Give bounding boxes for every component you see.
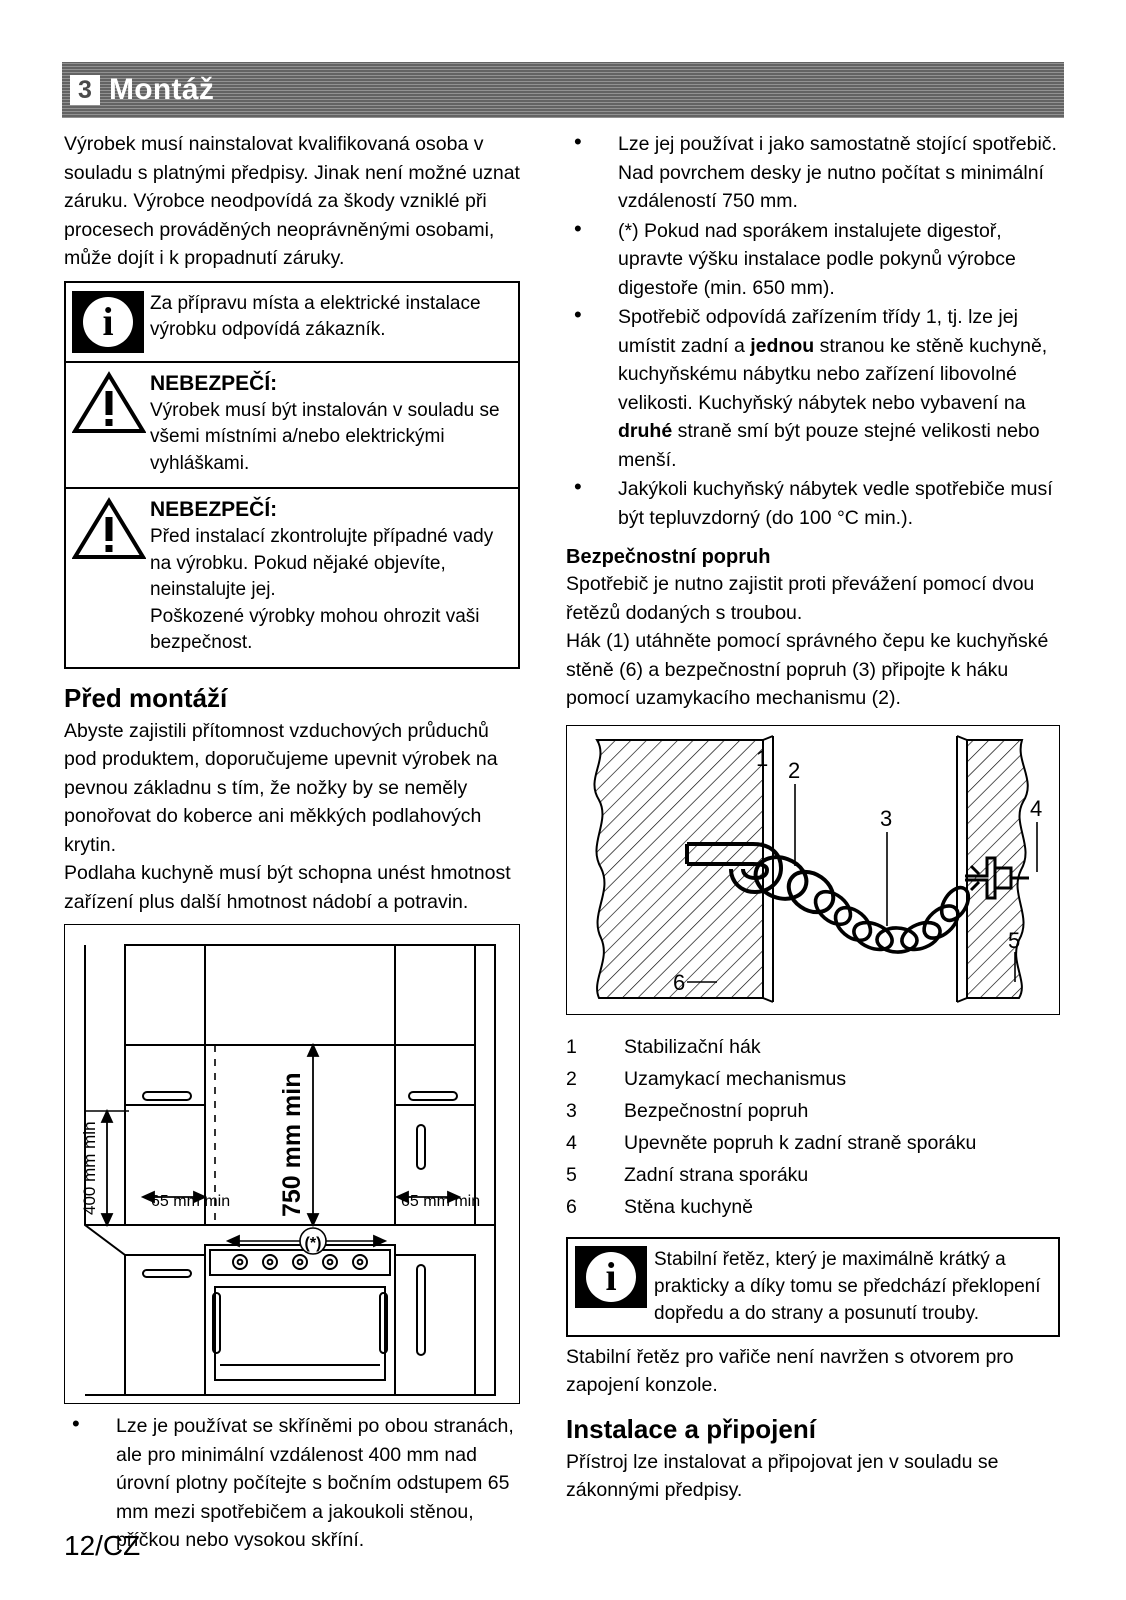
legend-text: Uzamykací mechanismus [624,1067,847,1090]
notice-box-group [64,281,520,669]
legend-text: Zadní strana sporáku [624,1163,809,1186]
info-note-right-text: Stabilní řetěz, který je maximálně krátký a prakticky a díky tomu se předchází překlopení dopředu a do strany a posunutí trouby. [654,1248,1041,1324]
callout-3: 3 [880,805,893,831]
legend-text: Stabilizační hák [624,1035,761,1058]
chapter-title: Montáž [109,73,215,106]
danger-note-1-text: Výrobek musí být instalován v souladu se všemi místními a/nebo elektrickými vyhláškami. [150,399,500,474]
legend-row [566,1031,1064,1063]
label-750mm: 750 mm min [278,1072,306,1217]
bullet3-part2: stranou ke stěně kuchyně, kuchyňskému nábytku nebo zařízení libovolné velikosti. Kuchyňský nábytek nebo vybavení na [618,334,1048,414]
instalace-paragraph: Přístroj lze instalovat a připojovat jen v souladu se zákonnými předpisy. [566,1450,999,1501]
intro-paragraph: Výrobek musí nainstalovat kvalifikovaná osoba v souladu s platnými předpisy. Jinak není možné uznat záruku. Výrobce neodpovídá za škody vzniklé při procesech prováděných neoprávněnými osobami, může dojít i k propadnutí záruky. [64,133,520,269]
callout-2: 2 [788,757,801,783]
danger-note-2 [66,489,518,667]
warning-triangle-icon [72,371,146,435]
icon-cell [66,363,150,488]
section-title-pred-montazi: Před montáží [64,682,228,713]
bullet3-bold1: jednou [750,334,815,357]
list-item: • Jakýkoli kuchyňský nábytek vedle spotřebiče musí být tepluvzdorný (do 100 °C min.). [566,475,1064,532]
subsection-title-bezpecnostni-popruh: Bezpečnostní popruh [566,546,771,568]
popruh-paragraph-1: Spotřebič je nutno zajistit proti převážení pomocí dvou řetězů dodaných s troubou. [566,573,1035,624]
list-item: • Lze jej používat i jako samostatně stojící spotřebič. Nad povrchem desky je nutno počítat s minimální vzdáleností 750 mm. [566,130,1064,216]
legend-text: Upevněte popruh k zadní straně sporáku [624,1131,977,1154]
danger-note-1 [66,363,518,490]
danger-label: NEBEZPEČÍ: [150,371,278,395]
legend-number: 4 [566,1131,577,1154]
kitchen-clearance-diagram [64,924,520,1404]
legend-row [566,1127,1064,1159]
danger-label: NEBEZPEČÍ: [150,498,278,521]
callout-6: 6 [673,969,686,995]
icon-cell [66,283,150,361]
bullet3-bold2: druhé [618,420,673,442]
label-65mm-right: 65 mm min [401,1193,481,1210]
kitchen-clearance-svg [65,925,518,1402]
info-icon-letter: i [83,297,133,347]
page-number: 12/CZ [64,1530,141,1561]
list-item: • (*) Pokud nad sporákem instalujete digestoř, upravte výšku instalace podle pokynů výrobce digestoře (min. 650 mm). [566,217,1064,303]
legend-row [566,1063,1064,1095]
list-item: • Lze je používat se skříněmi po obou stranách, ale pro minimální vzdálenost 400 mm nad úrovní plotny počítejte s bočním odstupem 65 mm mezi spotřebičem a jakoukoli stěnou, příčkou nebo vysokou skříní. [64,1412,524,1555]
info-icon-letter: i [586,1252,636,1302]
safety-chain-svg [567,726,1058,1013]
legend-number: 5 [566,1163,577,1186]
bullet3-part1: Spotřebič odpovídá zařízením třídy 1, tj. lze jej umístit zadní a [618,306,1018,357]
info-icon [72,291,144,353]
icon-cell [568,1239,654,1335]
legend-text: Stěna kuchyně [624,1195,754,1218]
legend-number: 6 [566,1195,577,1218]
right-column [566,130,1064,1505]
right-bullet-list [566,130,1064,532]
section-title-instalace: Instalace a připojení [566,1413,816,1444]
pred-montazi-paragraph-1: Abyste zajistili přítomnost vzduchových průduchů pod produktem, doporučujeme upevnit výrobek na pevnou základnu s tím, že nožky by se neměly ponořovat do koberce ani měkkých podlahových krytin. [64,719,498,856]
info-note-right [566,1237,1060,1337]
popruh-paragraph-2: Hák (1) utáhněte pomocí správného čepu ke kuchyňské stěně (6) a bezpečnostní popruh (3) připojte k háku pomocí uzamykacího mechanismu (2). [566,630,1049,709]
legend-number: 1 [566,1035,577,1058]
left-column [64,130,524,1556]
pred-montazi-paragraph-2: Podlaha kuchyně musí být schopna unést hmotnost zařízení plus další hmotnost nádobí a potravin. [64,862,511,913]
warning-triangle-icon [72,497,146,561]
text-cell [150,489,518,667]
chapter-number: 3 [70,75,100,105]
danger-note-2-text: Před instalací zkontrolujte případné vady na výrobku. Pokud nějaké objevíte, neinstalujte jej. [150,526,494,600]
legend-number: 3 [566,1099,577,1122]
legend-text: Bezpečnostní popruh [624,1099,809,1122]
callout-4: 4 [1030,795,1043,821]
info-note-text: Za přípravu místa a elektrické instalace výrobku odpovídá zákazník. [150,292,481,340]
danger-note-2-text-2: Poškozené výrobky mohou ohrozit vaši bezpečnost. [150,605,480,653]
list-item [566,303,1064,474]
callout-5: 5 [1008,927,1021,953]
safety-chain-diagram [566,725,1060,1015]
legend-row [566,1159,1064,1191]
chain-paragraph-3: Stabilní řetěz pro vařiče není navržen s otvorem pro zapojení konzole. [566,1345,1014,1396]
legend-number: 2 [566,1067,577,1090]
text-cell [654,1239,1058,1335]
svg-text:(*): (*) [304,1235,322,1252]
legend-row [566,1191,1064,1223]
label-asterisk-marker [300,1228,326,1254]
label-65mm-left: 65 mm min [151,1193,231,1210]
info-icon [575,1246,647,1308]
callout-1: 1 [756,745,769,771]
icon-cell [66,489,150,667]
chain-legend [566,1031,1064,1223]
text-cell [150,363,518,488]
chapter-banner [62,62,1064,118]
label-400mm: 400 mm min [80,1121,99,1215]
text-cell [150,283,518,361]
legend-row [566,1095,1064,1127]
bullet3-part3: straně smí být pouze stejné velikosti nebo menší. [618,420,1040,471]
info-note [66,283,518,363]
